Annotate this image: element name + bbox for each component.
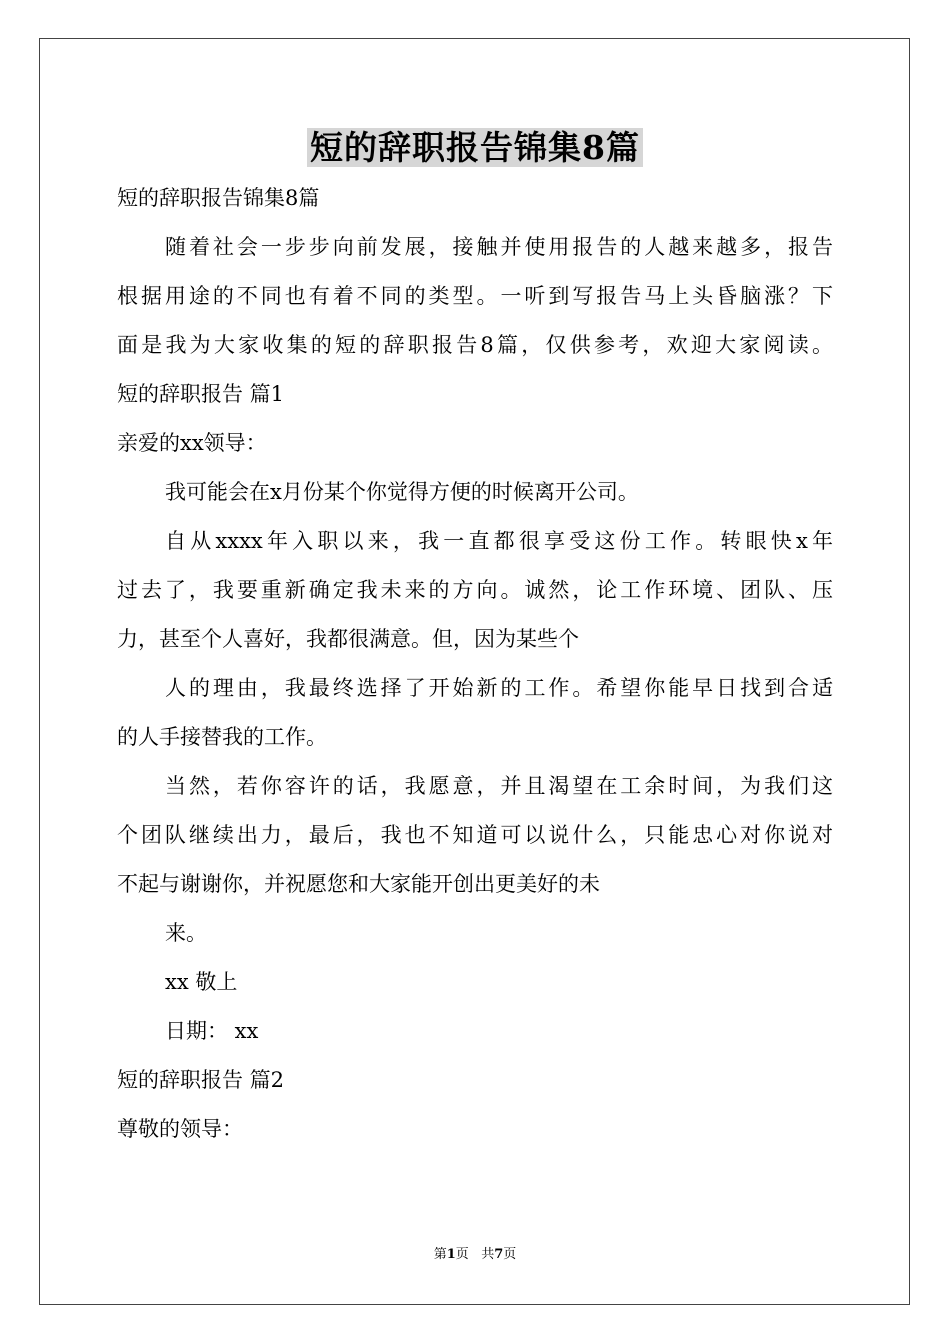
body-line: 人的理由，我最终选择了开始新的工作。希望你能早日找到合适 bbox=[165, 676, 833, 700]
body-line: 的人手接替我的工作。 bbox=[117, 725, 327, 749]
salutation-1: 亲爱的xx领导： bbox=[117, 431, 267, 455]
body-line: 个团队继续出力，最后，我也不知道可以说什么，只能忠心对你说对 bbox=[117, 823, 833, 847]
section-heading-1: 短的辞职报告 篇1 bbox=[117, 382, 285, 406]
section-heading-2: 短的辞职报告 篇2 bbox=[117, 1068, 285, 1092]
body-line: 当然，若你容许的话，我愿意，并且渴望在工余时间，为我们这 bbox=[165, 774, 833, 798]
body-line: 来。 bbox=[165, 921, 207, 945]
body-line: 过去了，我要重新确定我未来的方向。诚然，论工作环境、团队、压 bbox=[117, 578, 833, 602]
subtitle-line: 短的辞职报告锦集8篇 bbox=[117, 186, 320, 210]
intro-line-3: 面是我为大家收集的短的辞职报告8篇，仅供参考，欢迎大家阅读。 bbox=[117, 333, 833, 357]
date-line: 日期： xx bbox=[165, 1019, 259, 1043]
body-line: 我可能会在x月份某个你觉得方便的时候离开公司。 bbox=[165, 480, 639, 504]
salutation-2: 尊敬的领导： bbox=[117, 1117, 243, 1141]
footer-total-prefix: 共 bbox=[481, 1247, 495, 1262]
footer-total-suffix: 页 bbox=[503, 1247, 517, 1262]
footer-total-pages: 7 bbox=[494, 1247, 504, 1262]
body-line: 不起与谢谢你，并祝愿您和大家能开创出更美好的未 bbox=[117, 872, 600, 896]
document-title-text: 短的辞职报告锦集8篇 bbox=[307, 128, 643, 167]
footer-page-suffix: 页 bbox=[455, 1247, 469, 1262]
intro-line-1: 随着社会一步步向前发展，接触并使用报告的人越来越多，报告 bbox=[165, 235, 833, 259]
footer-page-number: 1 bbox=[446, 1247, 456, 1262]
document-title bbox=[0, 124, 950, 172]
body-line: 力，甚至个人喜好，我都很满意。但，因为某些个 bbox=[117, 627, 579, 651]
page-footer bbox=[0, 1246, 950, 1264]
document-body bbox=[117, 174, 833, 1154]
body-line: 自从xxxx年入职以来，我一直都很享受这份工作。转眼快x年 bbox=[165, 529, 833, 553]
footer-page-prefix: 第 bbox=[433, 1247, 447, 1262]
signature-line: xx 敬上 bbox=[165, 970, 238, 994]
intro-line-2: 根据用途的不同也有着不同的类型。一听到写报告马上头昏脑涨？下 bbox=[117, 284, 833, 308]
